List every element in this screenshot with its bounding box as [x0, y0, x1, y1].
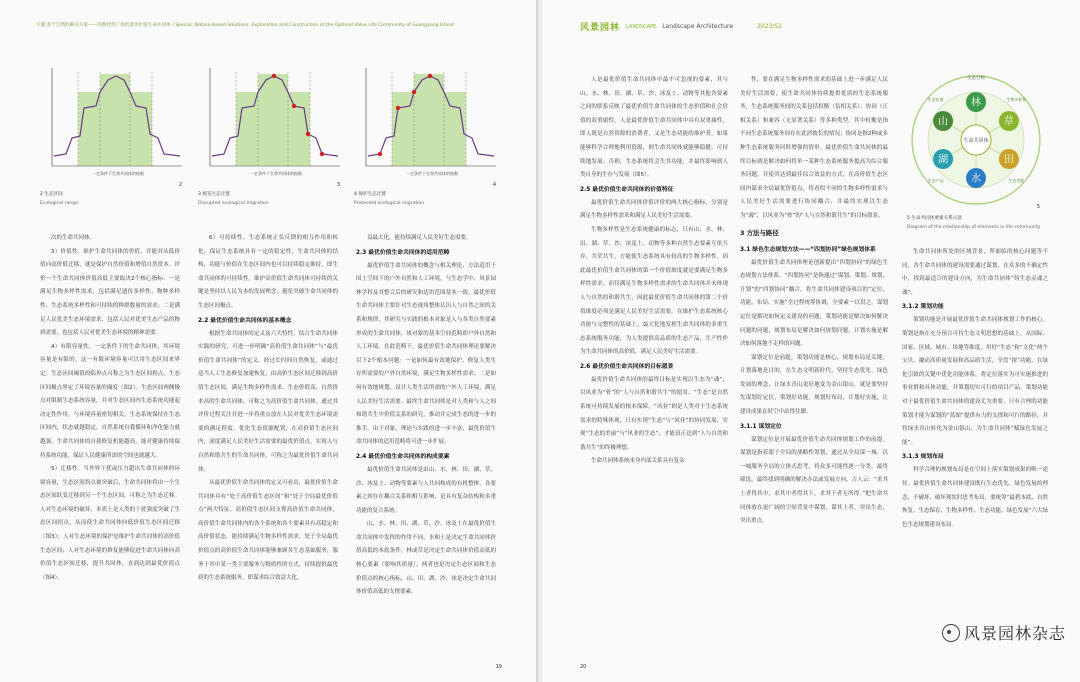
watermark-text: 风景园林杂志 [963, 624, 1066, 643]
ring-label: 生态价值 [927, 97, 944, 103]
left-page [0, 0, 538, 682]
figure-4-caption-cn: 4 保护生态迁徙 [354, 192, 386, 197]
journal-name-en: Landscape Architecture [662, 23, 734, 30]
figure-3-caption-cn: 3 被迫生态迁徙 [198, 192, 230, 197]
figure-2-caption [40, 190, 190, 208]
right-column-2 [740, 74, 888, 529]
figure-4-number: 4 [492, 182, 496, 188]
left-column-2 [198, 232, 338, 586]
right-page [542, 0, 1080, 682]
center-label: 生命共同体 [963, 138, 989, 144]
paragraph: 5）迁移性。当外界干扰或压力超出生命共同体的环境容量，生态区间拐点被突破后，生命共同体将由一个生态区间跃变迁移到另一个生态区间，可称之为生态迁移。人对生态环境的破坏，本质上是人类的干扰强度突破了生态区间拐点，从而使生命共同体向低价值生态区间迁移（图3）；人对生态环境的保护是维护生命共同体的高价值生态区间；人对生态环境的修复能够促进生命共同体向高价值生态区间迁移，提升共同体，直到达到最优价值点（图4）。 [40, 466, 180, 581]
figure-3-caption [198, 190, 348, 208]
ecological-band [414, 74, 444, 166]
paragraph: 最优价值生命共同体价值评价的两大核心指标，分别是满足生物多样性需求和满足人民美好生活需要。 [580, 199, 728, 220]
paragraph: 次的生命共同体。 [51, 235, 96, 241]
figure-4-caption-en: Protected ecological migration [354, 201, 425, 206]
element-node-label: 水 [971, 173, 981, 185]
section-heading: 3 方法与路径 [740, 228, 779, 237]
figure-2 [38, 62, 186, 192]
paragraph: 最优价值生命共同体的最终目标是实现以生态为“魂”，以风业为“骨”的“人与自然和谐共生”的愿景。“生态”是自然系统可持续发展的根本保障，“风业”则是人类对于生态系统需求的特殊体现，只有实现“生态”与“风业”的协同发展，实现“生态的美丽”与“风业的生态”，才能真正达到“人与自然和谐共生”的终极理想。 [580, 376, 728, 451]
figure-3-number: 3 [336, 182, 340, 188]
page-number-left: 19 [495, 664, 502, 670]
migration-point [412, 90, 416, 94]
right-column-3 [902, 246, 1048, 532]
paragraph: 4）有限容量性。一定条件下的生命共同体，其环境容量是有限的，这一有限环境容量可以用生态区间来界定。生态区间阈值的临界点可称之为生态区间拐点。生态区间极点界定了环境容量的阈度（图2）。生态区间两侧极点对限制生态系统容量，并对生态区间内生态系统功能起决定性作用，与环境容量密切相关。生态系统保持在生态区间内，状态就越稳定，自然系统自我循环和净化能力就越强，生命共同体的自我修复机能越高，能对健康持续保持系统功能，保证人民健康所需的空间也就越大。 [40, 343, 180, 459]
paragraph: 性，要在满足生物多样性需求的基础上进一步满足人民美好生活需要，使生命共同体持续提供优质的生态系统服务，生态系统服务间的关系包括权衡（负相关系）、协同（正相关系）和兼容（无显著关系）等多种类型。其中权衡是指不同生态系统服务间存在此消彼长的情况；协同是指2种或多种生态系统服务同时增强的情形。最优价值生命共同体的最终目标就是解决如何将单一某种生态系统服务提高为综合服务问题，并使其达到最佳综合效益的方式，在高价值生态区间内谋求全局最优价值点，将看似不同的生物多样性需求与人民美好生活需要进行协同耦合，并最终实现以生态为“魂”，以风业为“骨”的“人与自然和谐共生”的目标愿景。 [740, 77, 888, 219]
figure-5-number: 5 [1036, 204, 1040, 210]
paragraph: 6）可持续性。生态系统正负反馈的相互作用和转化，保证生态系统具有一定的稳定性，生命共同体的结构、功能与价值在生态区间内也可以持续稳定维持，即生命共同体的可持续性。维护高价值生命共同体可持续的关键是坚持以人民为本的发展理念，避免突破生命共同体的生态区间极点。 [198, 235, 338, 309]
paragraph: 最优价值生命共同体的概念与相关理论、方法适用于国土空间下的户外自然和人工环境，与生态学中、风景园林学科及其整合后的研究和适用范围基本一致。最优价值生命共同体主要针对生态视角整体认识人与自然之间的关系和规律，其研究与实践的根本对象是人与各类自然要素形成的生命共同体，该对象的基本空间范畴即户外自然和人工环境。在此范畴下，最优价值生命共同体理论要解决以下2个根本问题：一是如何最有效地保护、修复人类生存所需要的户外自然环境，满足生物多样性需求；二是如何有效地规划、设计人类生活所需的户外人工环境，满足人民美好生活需要。最终生命共同体是对人类和与人之间和谐共生中价值关系的研究，推动并完成生态的进一步的推手。由于对象、理论与实践的进一步丰富，最优价值生命共同体的适用范畴将可进一步扩展。 [356, 262, 496, 446]
left-column-3 [356, 232, 496, 600]
migration-point [378, 152, 382, 156]
paragraph: 从最优价值生命共同体的定义可看出，最优价值生命共同体具有“处于高价值生态区间”和“处于全局最优价值点”两大特征。高价值生态区间支撑高价值生命共同体，高价值生命共同体内的各个系统和各个要素具有高稳定和高价值状态，能持续满足生物多样性需求。处于全局最优价值点的高价值生命共同体能够兼顾各生态基础服务，服务于其中某一类主要服务与物质性的方式，持续提供最优质的生态系统服务，即谋求综合效益大化。 [198, 480, 338, 582]
ring-label: 生态产品 [927, 177, 944, 183]
paragraph: 生命共同体系统本身内部关系具有复杂 [591, 458, 685, 465]
x-axis-label: 一定条件下生命共同体的指数 [250, 171, 302, 176]
x-axis-label: 一定条件下生命共同体的指数 [406, 171, 458, 176]
paragraph: 科学合理的规划布局是在空间上落实策划成果的唯一途径。最优价值生命共同体建设既行生态优先、绿色发展的理念，不破坏、破坏现状时思考布局，要统筹“最碧本底、自然恢复、生态保育、生物多样性、生态功能、绿色发展”六大绿色生态规划建设布局。 [902, 467, 1048, 528]
figure-3-diagram [196, 62, 344, 182]
journal-logo-sub: LANDSCAPE [626, 23, 657, 30]
figure-4-caption [354, 190, 504, 208]
section-heading: 2.2 最优价值生命共同体的基本概念 [198, 317, 292, 324]
section-heading: 2.5 最优价值生命共同体的价值特征 [580, 186, 674, 193]
running-head-section: 专题 [36, 23, 46, 28]
paragraph: 谋划定位是开展最优价值生命共同体规划工作的前提。谋划是指着眼于全局的战略性筹划，通过从全局谋一城、以一城服务全局的立体式思考，将众多可能性逐一分类，最终筛选。最终找到明确的解决办法或发展方向。古人云：“求其上者得其中，求其中者得其下，求其下者无所得。”把生命共同体放在更广阔的空间背景中谋划，谋其上者，突出生态，突出重点。 [740, 436, 888, 525]
figure-5-caption-en: Diagram of the relationship of elements in life community [907, 225, 1041, 230]
paragraph: 最优价值生命共同体理论创新提出“四划协同”的绿色生态规划方法体系。“四划协同”是指通过“谋划、策划、规划、计划”的“四划协同”耦合，将生命共同体建设项目的“定位、功能、布局、实施”全过程统筹协调，全要素一以贯之。谋划定位是解决如何定义建设的问题，策划功能是解决如何解决问题的问题，规划布局是解决如何规划问题，计划实施是解决如何落地不走样的问题。 [740, 259, 888, 348]
section-heading: 3.1 绿色生态规划方法——“四划协同”绿色规划体系 [740, 246, 876, 253]
top-label: 生态目标 [967, 76, 985, 81]
journal-header [580, 20, 782, 33]
figure-5-caption [907, 214, 1047, 232]
figure-2-caption-cn: 2 生态区间 [40, 192, 63, 197]
ecological-band [100, 74, 130, 166]
element-node-label: 山 [938, 116, 949, 128]
watermark [942, 621, 1066, 644]
paragraph: 3）价值性。维护生命共同体的价值，并能其从低价值向高价值迁移，就是保护自然价值和增值自然资本。评价一个生命共同体价值高低主要取决2个核心指标：一是满足生物多样性需求，包括满足遗传多样性、物种多样性、生态系统多样性和可持续的种群数量的需求；二是满足人民优美生态环境需求，包括人民对优美生态产品的物质需要，也包括人民对优美生态环境的精神需要。 [40, 248, 180, 337]
element-node-label: 林 [971, 97, 981, 109]
paragraph: 山、水、林、田、湖、草、沙、冰及土在最优价值生命共同体中发挥的作用不同，水和土是决定生命共同体价值高低的本底条件，林或草是决定生命共同体价值高低的核心要素（影响其质量），两者也是决定生态区间和生态价值点的核心指标，山、田、湖、沙、冰是决定生命共同体价值高低的支撑要素。 [356, 521, 496, 596]
journal-logo: 风景园林 [580, 23, 621, 33]
migration-point [292, 104, 296, 108]
migration-point [428, 74, 432, 78]
ring-label: 生态功能 [1008, 177, 1025, 183]
element-node-label: 湖 [938, 154, 949, 166]
section-heading: 2.6 最优价值生命共同体的目标愿景 [580, 363, 674, 370]
page-number-right: 20 [580, 664, 587, 670]
running-head: 专题 基于自然的解决方案——郎教授优广场低最优价值生命共同体 / Special: Nature-based Solutions: Exploration and Construction of the Optimal Value Life Community of Guangyang Island [36, 23, 454, 28]
paragraph: 谋划定位是前提，策划功能是核心，规划布局是关键，计划落地是目的，在生态文明新时代，坚持生态优先、绿色发展的理念，让绿水青山更好地变为金山银山，就是要坚持先谋划好定位，策划好功能，规划好布局，计划好实施，让建设成果在时空中站得住脚。 [740, 354, 888, 416]
section-heading: 2.4 最优价值生命共同体的构成要素 [356, 453, 450, 460]
x-axis-label: 一定条件下生命共同体的指数 [92, 171, 144, 176]
paragraph: 生物多样性是生态系统健康的标志，只有山、水、林、田、湖、草、沙、冰及土、动物等多种自然生态要素互依互存，共荣共生，方能使生态系统具有较高的生物多样性。因此最优价值生命共同体的第一个价值维度就是要满足生物多样性需求。而仅满足生物多样性需求的生命共同体并未体现人与自然的和谐共生，因此最优价值生命共同体的第二个价值维度必须是满足人民美好生活需要。在维护生态系统核心功能与完整性的基础上，最大化地发挥生命共同体的多重生态系统服务功能，为人类提供高品质的生态产品，生产性作为生命共同体的高价值，满足人民美好生活需要。 [580, 226, 728, 356]
journal-issue: 2023/S2 [757, 23, 782, 30]
ring-label: 生物多样性 [1006, 97, 1027, 103]
paragraph: 益最大化，能持续满足人民美好生态需要。 [367, 235, 472, 241]
wechat-icon [942, 624, 960, 642]
figure-5-caption-cn: 5 生命共同体要素关系示意 [907, 216, 962, 221]
left-column-1 [40, 232, 180, 585]
section-heading: 3.1.2 策划功能 [902, 304, 944, 311]
section-heading: 3.1.3 规划布局 [902, 454, 944, 461]
migration-point [272, 74, 276, 78]
migration-point [396, 106, 400, 110]
section-heading: 3.1.1 谋划定位 [740, 423, 782, 430]
running-head-title-en: Special: Nature-based Solutions: Exploration and Construction of the Optimal Value Life Community of Guangyang Island [175, 23, 454, 28]
paragraph: 人是最优价值生命共同体中最不可忽视的要素，其与山、水、林、田、湖、草、沙、冰及土、动物等其他各要素之间的联系反映了最优价值生命共同体的生态价值和社会价值的双重属性。人是最优价值生命共同体中具有双重属性，即人既是自然资源的消费者，又是生态功能的维护者。如果能够科学合理地利用资源，则生命共同体就能够稳健，可持续地发展；否则，生态系统将会失其功能，并最终影响到人类自身的生存与发展（图5）。 [580, 77, 728, 179]
migration-point [306, 132, 310, 136]
element-node-label: 草 [1003, 116, 1014, 128]
figure-3 [196, 62, 344, 192]
element-node-label: 田 [1003, 154, 1014, 166]
figure-4 [352, 62, 500, 192]
paragraph: 策划功能是开展最优价值生命共同体规划工作的核心。策划是指在充分预合可持生态文明思想的基础上，从国际、国家、区域、城市、场地等维度，用好“生态”和“文化”两个宝贝，撬动高质量发展和高品质生活，全盘“探”功能、在绿化引致的关键中优化功能体系，将定位落实为可实施推进的事业群和具体功能，并策划切实可行的项目产品。策划功能对于最优价值生命共同体的建设尤为重要，只有合理的功能策划才能为谋划的“蓝图”提供有力的支撑和可行的路径，并将绿水青山转化为金山银山，为生命共同体“赋绿色发展之能”。 [902, 317, 1048, 446]
paragraph: 根据生命共同体的定义及六大特性，结合生命共同体实践的研究，可进一步明确“高价值生命共同体”与“最优价值生命共同体”的定义。经过长时间自然恢复，或通过适当人工生态修复加速恢复，由高价生态区间迁移到高价值生态区间，满足生物多样性需求、生态价值高、自然资本高的生命共同体，可称之为高价值生命共同体。通过其评价过程关注并进一步将重点放在人民对优美生态环境需要的满足程度，优化生态资源配置，在高价值生态区间内，深度满足人民美好生活需要的最优价值点，实现人与自然和谐共生的生命共同体，可称之为最优价值生命共同体。 [198, 330, 338, 473]
figure-2-caption-en: Ecological range [40, 201, 78, 206]
ecological-band [258, 74, 288, 166]
paragraph: 最优价值生命共同体是由山、水、林、田、湖、草、沙、冰及土、动物等要素与人共同构成的有机整体，各要素之间存在耦合关系和相互影响，是具有复杂结构和多重功能的复合系统。 [356, 466, 496, 514]
right-column-1 [580, 74, 728, 469]
running-head-title-cn: 基于自然的解决方案——郎教授优广场低最优价值生命共同体 [46, 23, 171, 28]
figure-5-diagram [906, 70, 1046, 210]
figure-2-diagram [38, 62, 186, 182]
paragraph: 生命共同体所处的区域背景、所面临的核心问题等不同，各生命共同体的建设需要通过谋划，在众多的不确定性中，找到最适合的建设方向，为生命共同体“铸生态灵魂之魂”。 [902, 249, 1048, 296]
migration-point [320, 152, 324, 156]
section-heading: 2.3 最优价值生命共同体的适用范畴 [356, 249, 450, 256]
figure-3-caption-en: Disrupted ecological migration [198, 201, 269, 206]
figure-4-diagram [352, 62, 500, 182]
figure-2-number: 2 [178, 182, 182, 188]
